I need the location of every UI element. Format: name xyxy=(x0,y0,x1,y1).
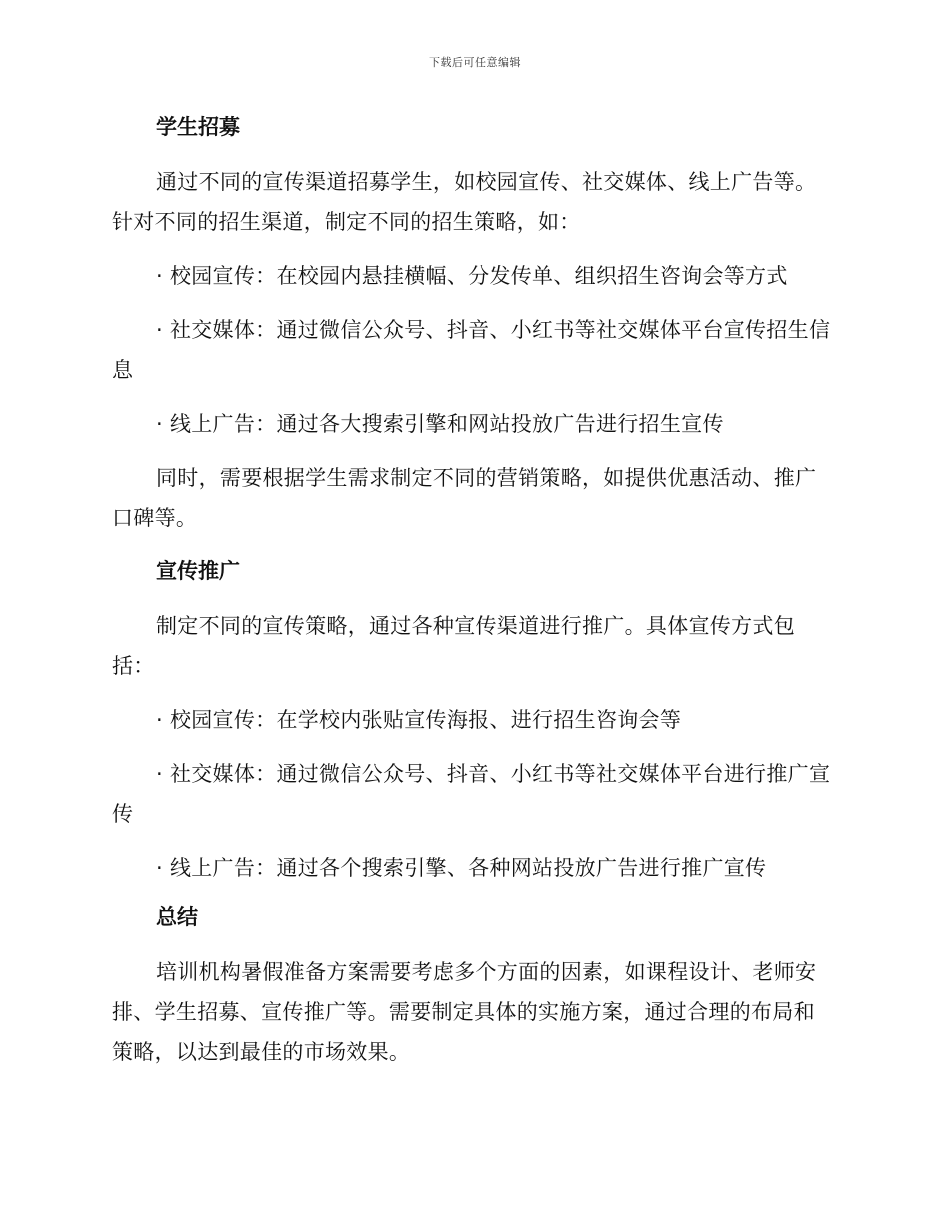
paragraph: 同时，需要根据学生需求制定不同的营销策略，如提供优惠活动、推广口碑等。 xyxy=(112,466,817,530)
header-note: 下载后可任意编辑 xyxy=(429,56,521,69)
paragraph: 通过不同的宣传渠道招募学生，如校园宣传、社交媒体、线上广告等。针对不同的招生渠道，制定不同的招生策略，如： xyxy=(112,170,817,234)
document-body xyxy=(112,108,832,1072)
bullet-item: · 线上广告：通过各个搜索引擎、各种网站投放广告进行推广宣传 xyxy=(156,856,767,880)
section-title-summary: 总结 xyxy=(156,905,198,929)
section-title-promotion: 宣传推广 xyxy=(156,559,240,583)
bullet-item: · 线上广告：通过各大搜索引擎和网站投放广告进行招生宣传 xyxy=(156,412,724,436)
bullet-item: · 校园宣传：在校园内悬挂横幅、分发传单、组织招生咨询会等方式 xyxy=(156,264,788,288)
paragraph: 培训机构暑假准备方案需要考虑多个方面的因素，如课程设计、老师安排、学生招募、宣传推广等。需要制定具体的实施方案，通过合理的布局和策略，以达到最佳的市场效果。 xyxy=(112,960,817,1064)
bullet-item: · 社交媒体：通过微信公众号、抖音、小红书等社交媒体平台进行推广宣传 xyxy=(112,762,831,826)
bullet-item: · 社交媒体：通过微信公众号、抖音、小红书等社交媒体平台宣传招生信息 xyxy=(112,318,831,382)
section-title-student-recruitment: 学生招募 xyxy=(156,115,240,139)
paragraph: 制定不同的宣传策略，通过各种宣传渠道进行推广。具体宣传方式包括： xyxy=(112,614,795,678)
bullet-item: · 校园宣传：在学校内张贴宣传海报、进行招生咨询会等 xyxy=(156,708,682,732)
